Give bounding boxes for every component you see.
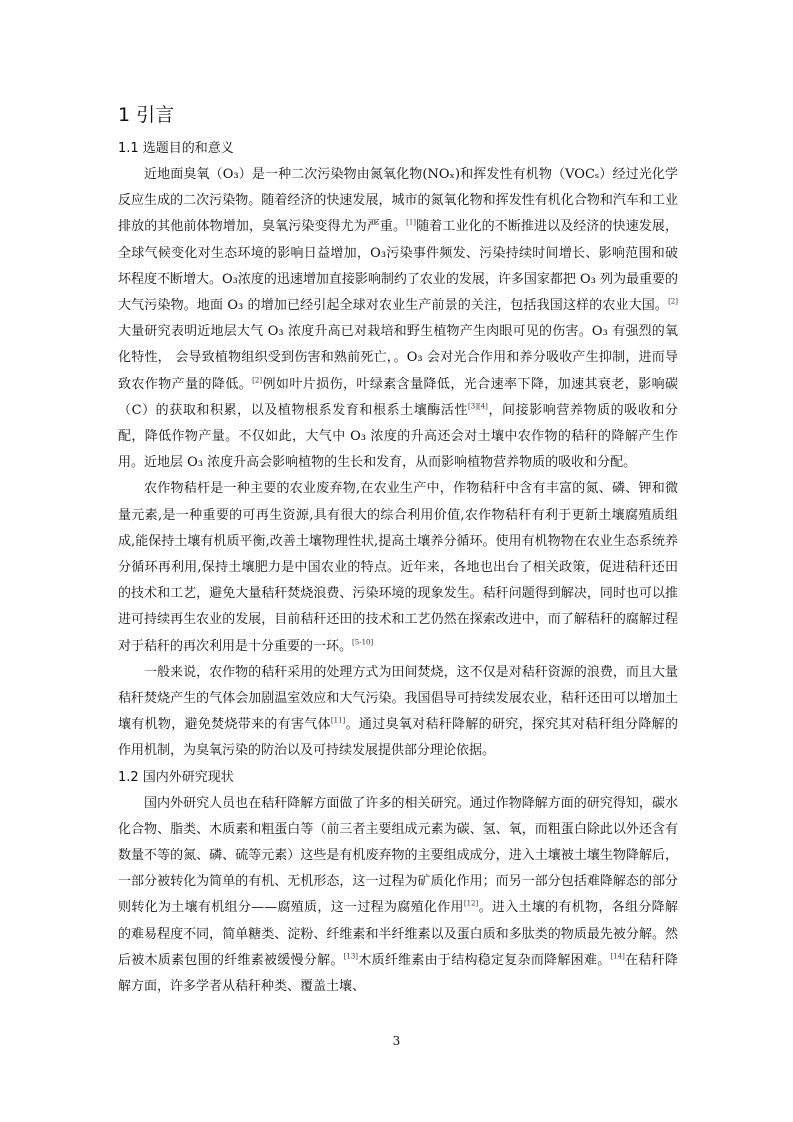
section-heading-1-1: 1.1 选题目的和意义 [118, 141, 234, 156]
citation-ref: [14] [610, 952, 625, 961]
paragraph-text: 农作物秸杆是一种主要的农业废弃物,在农业生产中，作物秸秆中含有丰富的氮、磷、钾和微量元素,是一种重要的可再生资源,具有很大的综合利用价值,农作物秸秆有利于更新土壤腐殖质组成,能保持土壤有机质平衡,改善土壤物理性状,提高土壤养分循环。使用有机物物在农业生态系统养分循环再利用,保持土壤肥力是中国农业的特点。近年来，各地也出台了相关政策，促进秸秆还田的技术和工艺，避免大量秸秆焚烧浪费、污染环境的现象发生。秸秆问题得到解决，同时也可以推进可持续再生农业的发展，目前秸秆还田的技术和工艺仍然在探索改进中，而了解秸秆的腐解过程对于秸秆的再次利用是十分重要的一环。 [118, 481, 678, 654]
citation-ref: [1] [406, 219, 417, 228]
paragraph [118, 660, 678, 765]
section-heading-1-2: 1.2 国内外研究现状 [118, 769, 234, 785]
paragraph-text: ，间接影响营养物质的吸收和分配，降低作物产量。不仅如此，大气中 O₃ 浓度的升高还会对土壤中农作物的秸秆的降解产生作用。近地层 O₃ 浓度升高会影响植物的生长和发育，从而影响植物营养物质的吸收和分配。 [118, 402, 678, 471]
paragraph-text: 。进入土壤的有机物，各组分降解的难易程度不同，简单糖类、淀粉、纤维素和半纤维素以及蛋白质和多肽类的物质最先被分解。然后被木质素包围的纤维素被缓慢分解。 [118, 900, 678, 968]
paragraph [118, 476, 678, 659]
section-1-2-body [118, 791, 678, 1001]
chapter-heading: 1 引言 [118, 104, 175, 126]
section-1-1-body [118, 162, 678, 765]
citation-ref: [11] [330, 716, 346, 725]
paragraph-text: 一般来说，农作物的秸秆采用的处理方式为田间焚烧，这不仅是对秸秆资源的浪费，而且大量秸秆焚烧产生的气体会加剧温室效应和大气污染。我国倡导可持续发展农业，秸秆还田可以增加土壤有机物，避免焚烧带来的有害气体 [118, 664, 678, 733]
citation-ref: [12] [463, 900, 479, 909]
citation-ref: [3][4] [468, 402, 488, 411]
citation-ref: [13] [343, 952, 359, 961]
paragraph-text: 木质纤维素由于结构稳定复杂而降解困难。 [358, 952, 611, 968]
paragraph-text: 随着工业化的不断推进以及经济的快速发展，全球气候变化对生态环境的影响日益增加，O₃污染事件频发、污染持续时间增长、影响范围和破坏程度不断增大。O₃浓度的迅速增加直接影响制约了农业的发展，许多国家都把 O₃ 列为最重要的大气污染物。地面 O₃ 的增加已经引起全球对农业生产前景的关注，包括我国这样的农业大国。 [118, 219, 679, 314]
citation-ref: [2] [668, 297, 678, 306]
citation-ref: [2] [252, 376, 263, 385]
page-body [118, 100, 678, 1000]
paragraph-text: 在秸秆降解方面，许多学者从秸秆种类、覆盖土壤、 [118, 952, 678, 995]
page-number: 3 [392, 1034, 401, 1048]
paragraph [118, 162, 678, 476]
paragraph [118, 791, 678, 1001]
paragraph-text: 大量研究表明近地层大气 O₃ 浓度升高已对栽培和野生植物产生肉眼可见的伤害。O₃ 有强烈的氧化特性， 会导致植物组织受到伤害和熟前死亡，。O₃ 会对光合作用和养分吸收产生抑制，进而导致农作物产量的降低。 [118, 324, 678, 392]
paragraph-text: 。通过臭氧对秸秆降解的研究，探究其对秸秆组分降解的作用机制，为臭氧污染的防治以及可持续发展提供部分理论依据。 [118, 717, 678, 759]
paragraph-text: 近地面臭氧（O₃）是一种二次污染物由氮氧化物(NOₓ)和挥发性有机物（VOCₛ）经过光化学反应生成的二次污染物。随着经济的快速发展，城市的氮氧化物和挥发性有机化合物和汽车和工业排放的其他前体物增加，臭氧污染变得尤为严重。 [118, 167, 678, 235]
paragraph-text: 国内外研究人员也在秸秆降解方面做了许多的相关研究。通过作物降解方面的研究得知，碳水化合物、脂类、木质素和粗蛋白等（前三者主要组成元素为碳、氢、氧，而粗蛋白除此以外还含有数量不等的氮、磷、硫等元素）这些是有机废弃物的主要组成成分，进入土壤被土壤生物降解后，一部分被转化为简单的有机、无机形态，这一过程为矿质化作用；而另一部分包括难降解态的部分则转化为土壤有机组分——腐殖质，这一过程为腐殖化作用 [118, 795, 678, 916]
citation-ref: [5-10] [352, 638, 374, 647]
paragraph-text: 例如叶片损伤，叶绿素含量降低，光合速率下降，加速其衰老，影响碳（C）的获取和积累，以及植物根系发育和根系土壤酶活性 [118, 376, 678, 418]
